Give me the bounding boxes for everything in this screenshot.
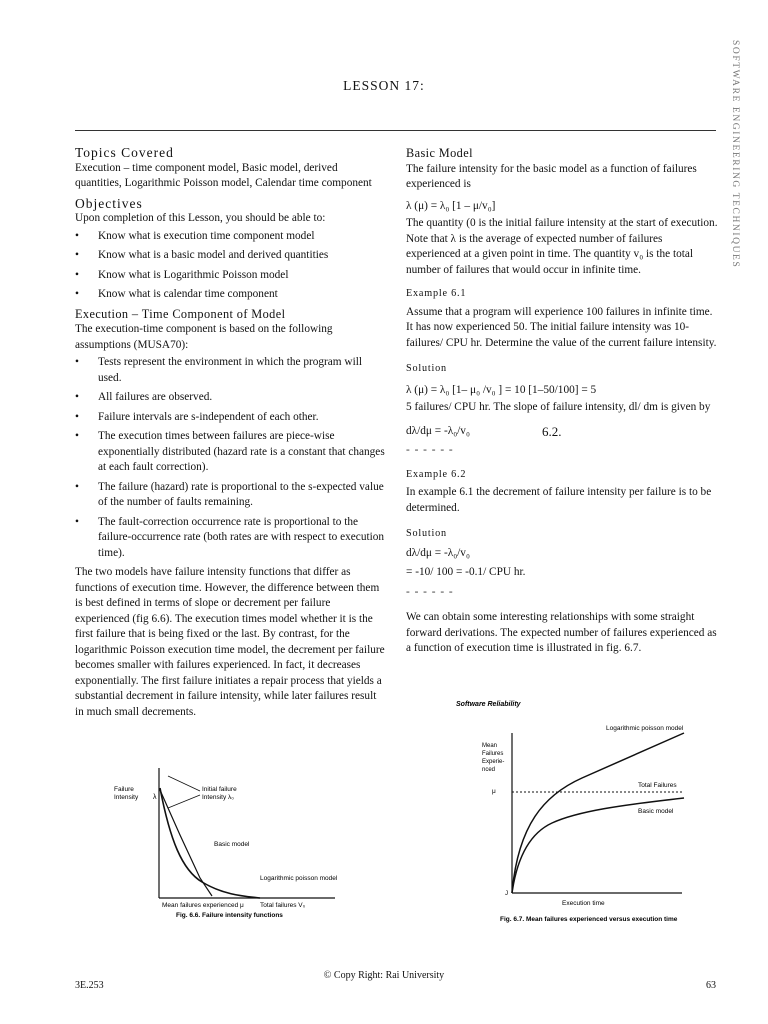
two-models-paragraph: The two models have failure intensity functions that differ as functions of execution time. However, the difference between them is best defined in terms of slope or decrement per failure experienced (fig 6.6). The execution times model whether it is the first failure that is being fixed or the last. By contrast, for the logarithmic Poisson execution time model, the decrement per failure becomes smaller with failures experienced. In fact, it decreases exponentially. The first failure initiates a repair process that yields a substantial decrement in failure intensity, while later failures result in much small decrements.: [75, 566, 385, 718]
dash-separator-2: - - - - - -: [406, 585, 454, 598]
solution-1-text: 5 failures/ CPU hr. The slope of failure intensity, dl/ dm is given by: [406, 401, 711, 413]
example-2-text: In example 6.1 the decrement of failure intensity per failure is to be determined.: [406, 486, 712, 514]
topics-heading: Topics Covered: [75, 145, 174, 160]
exec-intro: The execution-time component is based on the following assumptions (MUSA70):: [75, 323, 333, 351]
example-1-heading: Example 6.1: [406, 288, 467, 299]
fig67-caption: Fig. 6.7. Mean failures experienced versus execution time: [500, 916, 678, 923]
fig66-xlabel: Mean failures experienced μ: [162, 902, 244, 909]
dash-separator-1: - - - - - -: [406, 444, 454, 456]
relationships-text: We can obtain some interesting relationships with some straight forward derivations. The expected number of failures experienced as a function of execution time is illustrated in fig. 6.7.: [406, 611, 717, 654]
solution-2-eq-2: = -10/ 100 = -0.1/ CPU hr.: [406, 566, 526, 578]
fig67-basic-label: Basic model: [638, 808, 674, 815]
fig66-arrow-1: [168, 776, 200, 791]
list-item: • Failure intervals are s-independent of each other.: [75, 410, 385, 426]
list-item: • Tests represent the environment in which the program will used.: [75, 355, 385, 386]
list-item: • Know what is execution time component model: [75, 229, 385, 245]
list-item: • Know what is calendar time component: [75, 287, 385, 303]
solution-1-equation: λ (μ) = λ₀ [1– μ₀ /v₀ ] = 10 [1–50/100] = 5: [406, 383, 597, 396]
fig67-ylabel-3: Experie-: [482, 759, 505, 765]
figure-6-7: [452, 695, 702, 935]
fig66-basic-curve: [160, 790, 212, 896]
basic-heading: Basic Model: [406, 146, 473, 160]
basic-equation: λ (μ) = λ₀ [1 – μ/v₀]: [406, 199, 496, 212]
fig66-total-label: Total failures V₀: [260, 902, 306, 909]
solution-1-heading: Solution: [406, 363, 447, 374]
fig67-mu: μ: [492, 788, 496, 795]
fig67-origin: J: [505, 891, 508, 897]
fig67-ylabel-1: Mean: [482, 743, 498, 749]
fig66-log-label: Logarithmic poisson model: [260, 875, 338, 882]
list-item: • Know what is a basic model and derived quantities: [75, 248, 385, 264]
quantity-text: The quantity (0 is the initial failure intensity at the start of execution. Note that λ is the average of expected number of failures experienced at a given point in time. The quantity v₀ is the total number of failures that would occur in infinite time.: [406, 217, 718, 276]
solution-2-heading: Solution: [406, 528, 447, 539]
fig66-arrow-2: [168, 795, 200, 808]
fig67-log-label: Logarithmic poisson model: [606, 725, 684, 732]
objectives-intro: Upon completion of this Lesson, you should be able to:: [75, 212, 326, 224]
list-item: • The fault-correction occurrence rate is proportional to the failure-occurrence rate (both rates are with respect to execution time).: [75, 515, 385, 562]
lesson-title: LESSON 17:: [343, 78, 425, 93]
fig66-caption: Fig. 6.6. Failure intensity functions: [176, 912, 283, 919]
list-item: • The failure (hazard) rate is proportional to the s-expected value of the number of faults remaining.: [75, 480, 385, 511]
footer-copyright: © Copy Right: Rai University: [323, 970, 445, 981]
list-item: • Know what is Logarithmic Poisson model: [75, 268, 385, 284]
footer-code: 3E.253: [75, 980, 104, 991]
fig67-total-label: Total Failures: [638, 782, 677, 789]
basic-text: The failure intensity for the basic model as a function of failures experienced is: [406, 162, 697, 190]
fig66-ylabel-1: Failure: [114, 786, 134, 793]
topics-text: Execution – time component model, Basic model, derived quantities, Logarithmic Poisson model, Calendar time component: [75, 161, 372, 189]
left-column: [75, 143, 385, 720]
list-item: • The execution times between failures are piece-wise exponentially distributed (hazard rate is a constant that changes at each fault correction).: [75, 429, 385, 476]
fig66-lambda: λ: [153, 794, 157, 801]
fig67-xlabel: Execution time: [562, 900, 605, 907]
fig67-ylabel-2: Failures: [482, 751, 504, 757]
right-column: [406, 146, 718, 657]
objectives-list: [75, 229, 385, 303]
exec-heading: Execution – Time Component of Model: [75, 306, 286, 321]
fig66-initial-1: Initial failure: [202, 786, 237, 793]
fig66-basic-label: Basic model: [214, 841, 250, 848]
fig66-ylabel-2: Intensity: [114, 794, 139, 801]
fig67-header: Software Reliability: [456, 701, 521, 708]
figure-6-6: [110, 760, 350, 925]
list-item: • All failures are observed.: [75, 390, 385, 406]
header-rule: [75, 130, 716, 131]
example-2-heading: Example 6.2: [406, 468, 467, 480]
assumptions-list: [75, 355, 385, 561]
solution-2-eq-1: dλ/dμ = -λ₀/v₀: [406, 546, 470, 559]
slope-equation: dλ/dμ = -λ₀/v₀: [406, 424, 470, 437]
slope-equation-number: 6.2.: [542, 423, 562, 439]
footer-page-number: 63: [706, 980, 716, 991]
side-header-text: SOFTWARE ENGINEERING TECHNIQUES: [730, 40, 740, 269]
example-1-text: Assume that a program will experience 100 failures in infinite time. It has now experienced 50. The initial failure intensity was 10-failures/ CPU hr. Determine the value of the current failure intensity.: [406, 305, 717, 349]
objectives-heading: Objectives: [75, 195, 143, 211]
slope-equation-row: [406, 424, 718, 440]
fig67-ylabel-4: nced: [482, 767, 496, 773]
fig66-initial-2: Intensity λ₀: [202, 794, 234, 801]
